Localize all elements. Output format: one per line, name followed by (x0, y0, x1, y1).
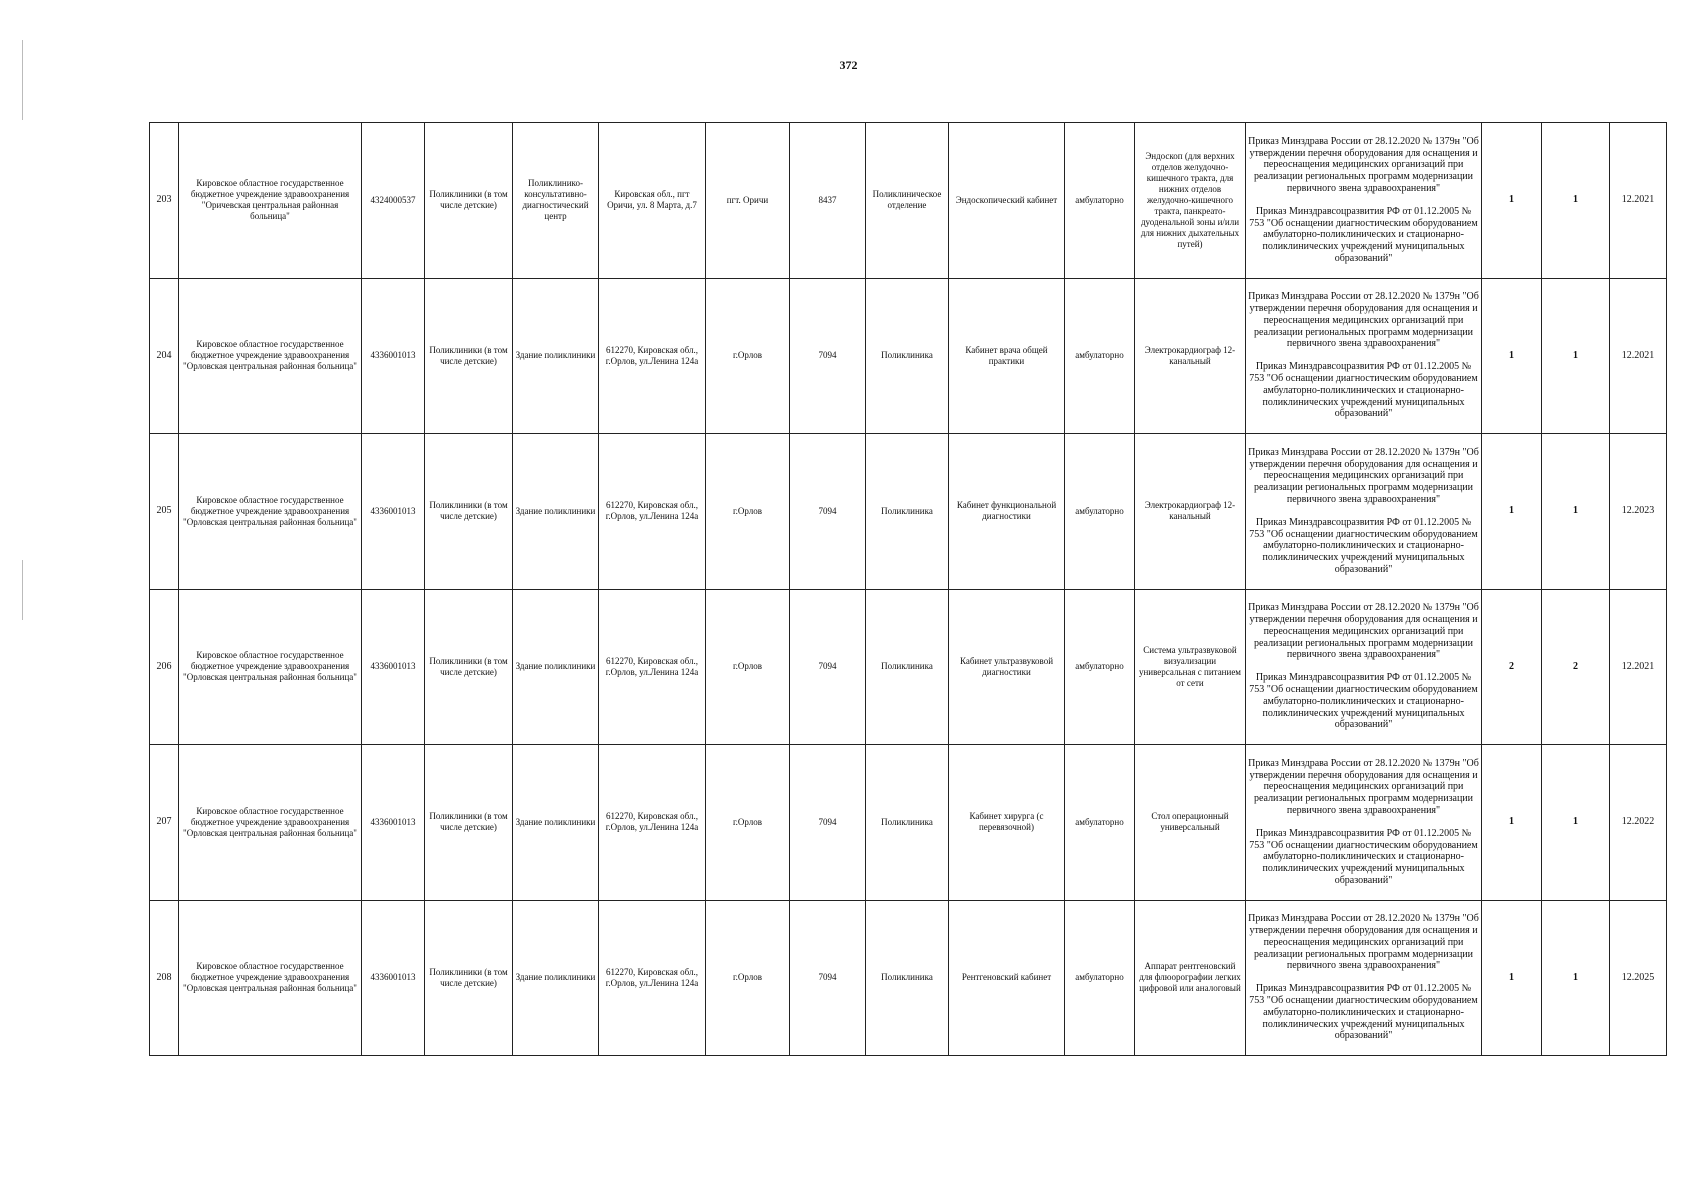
order-2: Приказ Минздравсоцразвития РФ от 01.12.2005 № 753 "Об оснащении диагностическим оборудованием амбулаторно-поликлинических и стационарно-поликлинических учреждений муниципальных образований" (1249, 516, 1478, 575)
regulatory-orders (1246, 278, 1482, 434)
inn: 4336001013 (362, 434, 425, 590)
inn: 4336001013 (362, 589, 425, 745)
quantity-planned: 1 (1542, 900, 1610, 1056)
quantity: 2 (1482, 589, 1542, 745)
facility-type: Поликлиники (в том числе детские) (425, 123, 513, 279)
delivery-date: 12.2023 (1610, 434, 1667, 590)
equipment: Эндоскоп (для верхних отделов желудочно-кишечного тракта, для нижних отделов желудочно-кишечного тракта, панкреато-дуоденальной зоны и/или для нижних дыхательных путей) (1135, 123, 1246, 279)
order-1: Приказ Минздрава России от 28.12.2020 № 1379н "Об утверждении перечня оборудования для оснащения и переоснащения медицинских организаций при реализации региональных программ модернизации первичного звена здравоохранения" (1248, 602, 1479, 661)
delivery-date: 12.2021 (1610, 589, 1667, 745)
cabinet: Кабинет врача общей практики (949, 278, 1065, 434)
facility-type: Поликлиники (в том числе детские) (425, 745, 513, 901)
equipment: Аппарат рентгеновский для флюорографии легких цифровой или аналоговый (1135, 900, 1246, 1056)
inn: 4336001013 (362, 278, 425, 434)
quantity: 1 (1482, 123, 1542, 279)
locality: г.Орлов (706, 900, 790, 1056)
locality: пгт. Оричи (706, 123, 790, 279)
quantity: 1 (1482, 745, 1542, 901)
table-row (150, 589, 1667, 745)
address: 612270, Кировская обл., г.Орлов, ул.Ленина 124а (599, 434, 706, 590)
population: 7094 (790, 745, 866, 901)
quantity: 1 (1482, 900, 1542, 1056)
population: 7094 (790, 589, 866, 745)
order-1: Приказ Минздрава России от 28.12.2020 № 1379н "Об утверждении перечня оборудования для оснащения и переоснащения медицинских организаций при реализации региональных программ модернизации первичного звена здравоохранения" (1248, 135, 1479, 194)
cabinet: Рентгеновский кабинет (949, 900, 1065, 1056)
building: Поликлинико-консультативно-диагностический центр (513, 123, 599, 279)
locality: г.Орлов (706, 434, 790, 590)
row-number: 208 (150, 900, 179, 1056)
scan-edge-mark (22, 560, 23, 620)
order-2: Приказ Минздравсоцразвития РФ от 01.12.2005 № 753 "Об оснащении диагностическим оборудованием амбулаторно-поликлинических и стационарно-поликлинических учреждений муниципальных образований" (1249, 205, 1478, 264)
regulatory-orders (1246, 123, 1482, 279)
quantity-planned: 1 (1542, 434, 1610, 590)
population: 7094 (790, 900, 866, 1056)
delivery-date: 12.2022 (1610, 745, 1667, 901)
building: Здание поликлиники (513, 589, 599, 745)
department: Поликлиника (866, 278, 949, 434)
equipment: Стол операционный универсальный (1135, 745, 1246, 901)
care-form: амбулаторно (1065, 434, 1135, 590)
cabinet: Эндоскопический кабинет (949, 123, 1065, 279)
row-number: 206 (150, 589, 179, 745)
organization-name: Кировское областное государственное бюджетное учреждение здравоохранения "Орловская центральная районная больница" (179, 745, 362, 901)
address: 612270, Кировская обл., г.Орлов, ул.Ленина 124а (599, 589, 706, 745)
department: Поликлиническое отделение (866, 123, 949, 279)
table-row (150, 745, 1667, 901)
quantity-planned: 2 (1542, 589, 1610, 745)
building: Здание поликлиники (513, 900, 599, 1056)
row-number: 207 (150, 745, 179, 901)
page-number: 372 (839, 58, 858, 72)
cabinet: Кабинет хирурга (с перевязочной) (949, 745, 1065, 901)
building: Здание поликлиники (513, 745, 599, 901)
facility-type: Поликлиники (в том числе детские) (425, 278, 513, 434)
delivery-date: 12.2025 (1610, 900, 1667, 1056)
row-number: 205 (150, 434, 179, 590)
cabinet: Кабинет функциональной диагностики (949, 434, 1065, 590)
quantity: 1 (1482, 434, 1542, 590)
order-2: Приказ Минздравсоцразвития РФ от 01.12.2005 № 753 "Об оснащении диагностическим оборудованием амбулаторно-поликлинических и стационарно-поликлинических учреждений муниципальных образований" (1249, 361, 1478, 420)
population: 7094 (790, 278, 866, 434)
regulatory-orders (1246, 434, 1482, 590)
care-form: амбулаторно (1065, 278, 1135, 434)
locality: г.Орлов (706, 745, 790, 901)
table-row (150, 278, 1667, 434)
equipment: Электрокардиограф 12-канальный (1135, 278, 1246, 434)
order-1: Приказ Минздрава России от 28.12.2020 № 1379н "Об утверждении перечня оборудования для оснащения и переоснащения медицинских организаций при реализации региональных программ модернизации первичного звена здравоохранения" (1248, 291, 1479, 350)
organization-name: Кировское областное государственное бюджетное учреждение здравоохранения "Орловская центральная районная больница" (179, 900, 362, 1056)
care-form: амбулаторно (1065, 123, 1135, 279)
order-2: Приказ Минздравсоцразвития РФ от 01.12.2005 № 753 "Об оснащении диагностическим оборудованием амбулаторно-поликлинических и стационарно-поликлинических учреждений муниципальных образований" (1249, 672, 1478, 731)
quantity-planned: 1 (1542, 278, 1610, 434)
quantity: 1 (1482, 278, 1542, 434)
department: Поликлиника (866, 589, 949, 745)
delivery-date: 12.2021 (1610, 123, 1667, 279)
population: 8437 (790, 123, 866, 279)
address: Кировская обл., пгт Оричи, ул. 8 Марта, д.7 (599, 123, 706, 279)
quantity-planned: 1 (1542, 123, 1610, 279)
building: Здание поликлиники (513, 278, 599, 434)
address: 612270, Кировская обл., г.Орлов, ул.Ленина 124а (599, 278, 706, 434)
care-form: амбулаторно (1065, 745, 1135, 901)
order-1: Приказ Минздрава России от 28.12.2020 № 1379н "Об утверждении перечня оборудования для оснащения и переоснащения медицинских организаций при реализации региональных программ модернизации первичного звена здравоохранения" (1248, 913, 1479, 972)
quantity-planned: 1 (1542, 745, 1610, 901)
organization-name: Кировское областное государственное бюджетное учреждение здравоохранения "Оричевская центральная районная больница" (179, 123, 362, 279)
regulatory-orders (1246, 745, 1482, 901)
row-number: 204 (150, 278, 179, 434)
address: 612270, Кировская обл., г.Орлов, ул.Ленина 124а (599, 900, 706, 1056)
order-2: Приказ Минздравсоцразвития РФ от 01.12.2005 № 753 "Об оснащении диагностическим оборудованием амбулаторно-поликлинических и стационарно-поликлинических учреждений муниципальных образований" (1249, 983, 1478, 1042)
locality: г.Орлов (706, 278, 790, 434)
organization-name: Кировское областное государственное бюджетное учреждение здравоохранения "Орловская центральная районная больница" (179, 434, 362, 590)
equipment-registry-table (149, 122, 1667, 1056)
inn: 4336001013 (362, 745, 425, 901)
order-2: Приказ Минздравсоцразвития РФ от 01.12.2005 № 753 "Об оснащении диагностическим оборудованием амбулаторно-поликлинических и стационарно-поликлинических учреждений муниципальных образований" (1249, 827, 1478, 886)
care-form: амбулаторно (1065, 900, 1135, 1056)
locality: г.Орлов (706, 589, 790, 745)
department: Поликлиника (866, 434, 949, 590)
regulatory-orders (1246, 900, 1482, 1056)
facility-type: Поликлиники (в том числе детские) (425, 589, 513, 745)
department: Поликлиника (866, 900, 949, 1056)
delivery-date: 12.2021 (1610, 278, 1667, 434)
cabinet: Кабинет ультразвуковой диагностики (949, 589, 1065, 745)
regulatory-orders (1246, 589, 1482, 745)
row-number: 203 (150, 123, 179, 279)
table-row (150, 123, 1667, 279)
equipment: Электрокардиограф 12-канальный (1135, 434, 1246, 590)
inn: 4336001013 (362, 900, 425, 1056)
population: 7094 (790, 434, 866, 590)
order-1: Приказ Минздрава России от 28.12.2020 № 1379н "Об утверждении перечня оборудования для оснащения и переоснащения медицинских организаций при реализации региональных программ модернизации первичного звена здравоохранения" (1248, 446, 1479, 505)
equipment: Система ультразвуковой визуализации универсальная с питанием от сети (1135, 589, 1246, 745)
table-row (150, 434, 1667, 590)
scan-edge-mark (22, 40, 23, 120)
organization-name: Кировское областное государственное бюджетное учреждение здравоохранения "Орловская центральная районная больница" (179, 278, 362, 434)
building: Здание поликлиники (513, 434, 599, 590)
inn: 4324000537 (362, 123, 425, 279)
care-form: амбулаторно (1065, 589, 1135, 745)
address: 612270, Кировская обл., г.Орлов, ул.Ленина 124а (599, 745, 706, 901)
department: Поликлиника (866, 745, 949, 901)
facility-type: Поликлиники (в том числе детские) (425, 900, 513, 1056)
facility-type: Поликлиники (в том числе детские) (425, 434, 513, 590)
order-1: Приказ Минздрава России от 28.12.2020 № 1379н "Об утверждении перечня оборудования для оснащения и переоснащения медицинских организаций при реализации региональных программ модернизации первичного звена здравоохранения" (1248, 757, 1479, 816)
organization-name: Кировское областное государственное бюджетное учреждение здравоохранения "Орловская центральная районная больница" (179, 589, 362, 745)
table-body (150, 123, 1667, 1056)
table-row (150, 900, 1667, 1056)
